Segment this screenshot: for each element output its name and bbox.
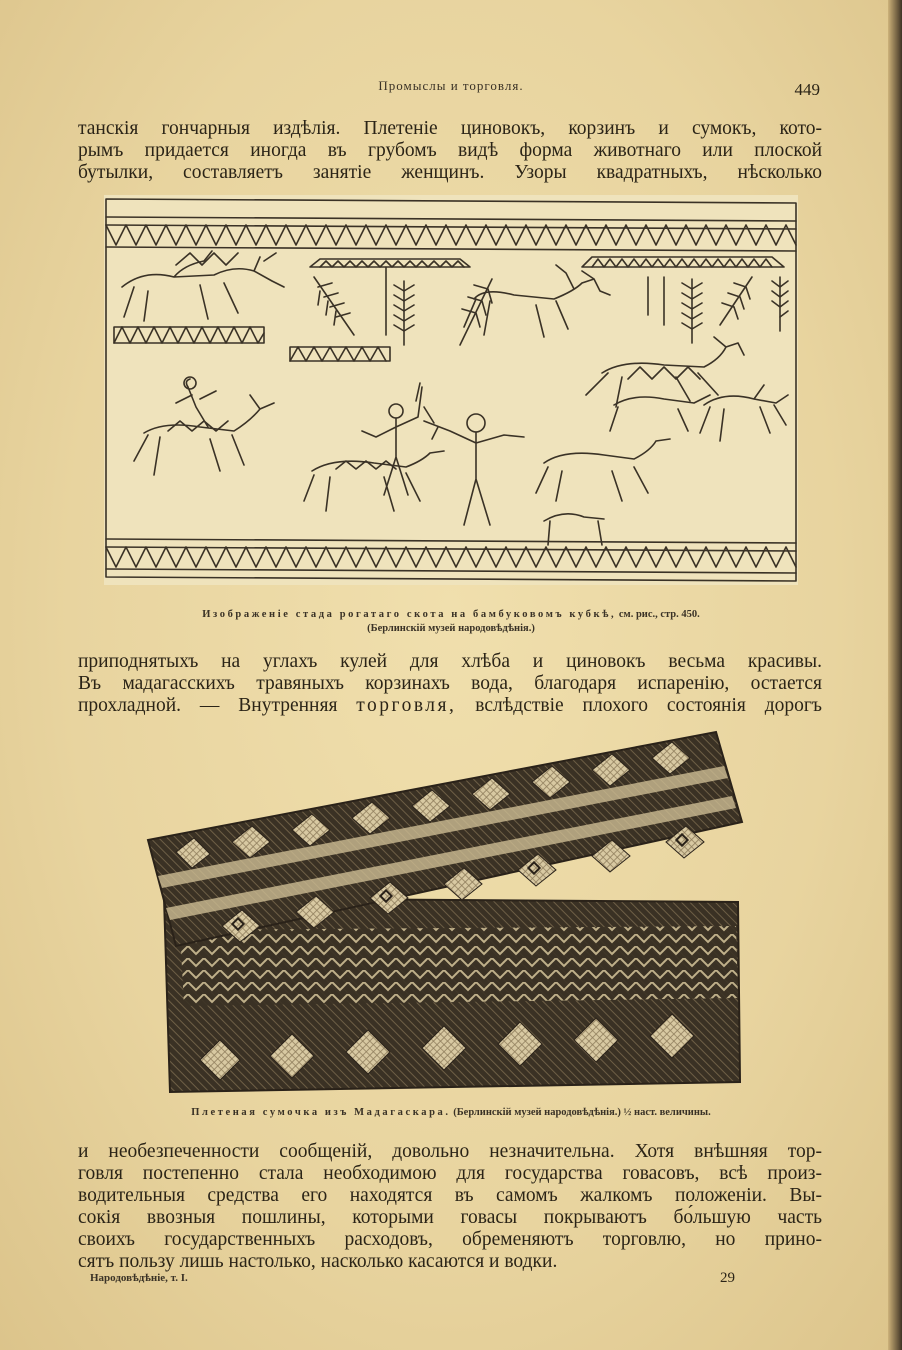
figure1-caption-ref: см. рис., стр. 450. bbox=[618, 609, 700, 620]
text-line: приподнятыхъ на углахъ кулей для хлѣба и циновокъ весьма красивы. bbox=[78, 651, 822, 672]
text-line: Въ мадагасскихъ травяныхъ корзинахъ вода, благодаря испаренію, остается bbox=[78, 673, 822, 694]
figure2-caption-title: Плетеная сумочка изъ Мадагаскара. bbox=[191, 1107, 451, 1118]
figure1-caption-title: Изображеніе стада рогатаго скота на бамбуковомъ кубкѣ, bbox=[202, 609, 617, 620]
figure1-caption bbox=[0, 608, 902, 636]
text-line: танскія гончарныя издѣлія. Плетеніе циновокъ, корзинъ и сумокъ, кото- bbox=[78, 118, 822, 139]
emphasis-trade: торговля, bbox=[356, 695, 457, 716]
bamboo-cup-engraving-figure bbox=[104, 195, 798, 585]
text-line: сятъ пользу лишь настолько, насколько касаются и водки. bbox=[78, 1251, 558, 1272]
book-spine-shadow bbox=[888, 0, 902, 1350]
running-title: Промыслы и торговля. bbox=[378, 78, 524, 93]
text-line: бутылки, составляетъ занятіе женщинъ. Узоры квадратныхъ, нѣсколько bbox=[78, 162, 822, 183]
text-line: рымъ придается иногда въ грубомъ видѣ форма животнаго или плоской bbox=[78, 140, 822, 161]
text-line: и необезпеченности сообщеній, довольно незначительна. Хотя внѣшняя тор- bbox=[78, 1141, 822, 1162]
text-line: сокія ввозныя пошлины, которыми говасы покрываютъ бо́льшую часть bbox=[78, 1207, 822, 1228]
text-line: говля постепенно стала необходимою для государства говасовъ, всѣ произ- bbox=[78, 1163, 822, 1184]
woven-bag-figure bbox=[140, 730, 770, 1100]
paragraph-bottom bbox=[78, 1141, 822, 1273]
footer-sheet-number: 29 bbox=[720, 1270, 735, 1286]
footer-signature: Народовѣдѣніе, т. I. bbox=[90, 1272, 188, 1284]
text-line: своихъ государственныхъ расходовъ, обременяютъ торговлю, но прино- bbox=[78, 1229, 822, 1250]
paragraph-top bbox=[78, 118, 822, 184]
page-number: 449 bbox=[794, 80, 820, 99]
text-line: водительныя средства его находятся въ самомъ жалкомъ положеніи. Вы- bbox=[78, 1185, 822, 1206]
text-line: прохладной. — Внутренняя торговля, вслѣдствіе плохого состоянія дорогъ bbox=[78, 695, 822, 716]
figure1-caption-museum: (Берлинскій музей народовѣдѣнія.) bbox=[367, 623, 535, 634]
paragraph-middle bbox=[78, 651, 822, 717]
figure2-caption-rest: (Берлинскій музей народовѣдѣнія.) ½ наст. величины. bbox=[453, 1107, 711, 1118]
figure2-caption bbox=[0, 1106, 902, 1120]
